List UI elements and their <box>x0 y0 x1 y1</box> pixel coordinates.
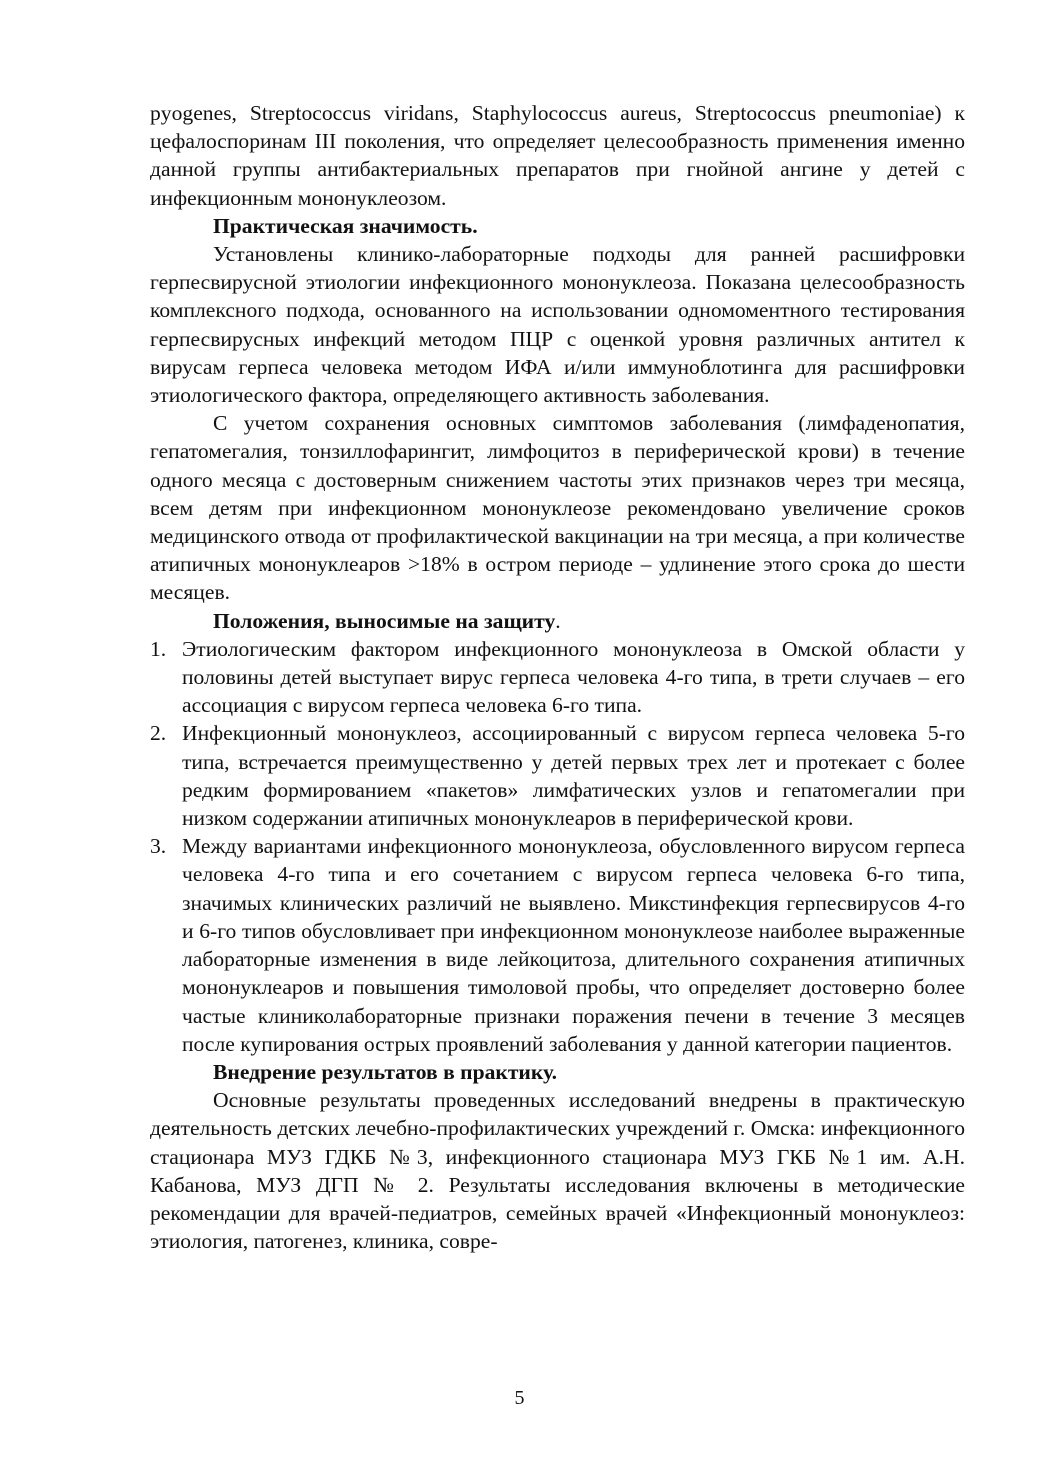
list-item <box>150 635 965 720</box>
list-item <box>150 832 965 1058</box>
page-number: 5 <box>514 1387 525 1409</box>
intro-paragraph: pyogenes, Streptococcus viridans, Staphylococcus aureus, Streptococcus pneumoniae) к цефалоспоринам III поколения, что определяет целесообразность применения именно данной группы антибактериальных препаратов при гнойной ангине у детей с инфекционным мононуклеозом. <box>150 101 965 210</box>
list-item-text: Этиологическим фактором инфекционного мононуклеоза в Омской области у половины детей выступает вирус герпеса человека 4-го типа, в трети случаев – его ассоциация с вирусом герпеса человека 6-го типа. <box>182 636 965 718</box>
implementation-paragraph: Основные результаты проведенных исследований внедрены в практическую деятельность детских лечебно-профилактических учреждений г. Омска: инфекционного стационара МУЗ ГДКБ №3, инфекционного стационара МУЗ ГКБ №1 им. А.Н. Кабанова, МУЗ ДГП № 2. Результаты исследования включены в методические рекомендации для врачей-педиатров, семейных врачей «Инфекционный мононуклеоз: этиология, патогенез, клиника, совре- <box>150 1088 965 1254</box>
list-item-number: 3. <box>150 834 167 859</box>
practical-paragraph-1: Установлены клинико-лабораторные подходы для ранней расшифровки герпесвирусной этиологии инфекционного мононуклеоза. Показана целесообразность комплексного подхода, основанного на использовании одномоментного тестирования герпесвирусных инфекций методом ПЦР с оценкой уровня различных антител к вирусам герпеса человека методом ИФА и/или иммуноблотинга для расшифровки этиологического фактора, определяющего активность заболевания. <box>150 242 965 408</box>
defense-heading-text: Положения, выносимые на защиту <box>213 608 556 633</box>
defense-provisions-heading <box>150 607 965 635</box>
defense-provisions-list <box>150 635 965 1058</box>
list-item-number: 2. <box>150 721 167 746</box>
document-page <box>150 99 965 1255</box>
practical-significance-heading: Практическая значимость. <box>213 213 478 238</box>
implementation-heading: Внедрение результатов в практику. <box>213 1059 558 1084</box>
list-item <box>150 719 965 832</box>
practical-paragraph-2: С учетом сохранения основных симптомов заболевания (лимфаденопатия, гепатомегалия, тонзиллофарингит, лимфоцитоз в периферической крови) в течение одного месяца с достоверным снижением частоты этих признаков через три месяца, всем детям при инфекционном мононуклеозе рекомендовано увеличение сроков медицинского отвода от профилактической вакцинации на три месяца, а при количестве атипичных мононуклеаров >18% в остром периоде – удлинение этого срока до шести месяцев. <box>150 411 965 605</box>
list-item-number: 1. <box>150 636 167 661</box>
list-item-text: Между вариантами инфекционного мононуклеоза, обусловленного вирусом герпеса человека 4-го типа и его сочетанием с вирусом герпеса человека 6-го типа, значимых клинических различий не выявлено. Микстинфекция герпесвирусов 4-го и 6-го типов обусловливает при инфекционном мононуклеозе наиболее выраженные лабораторные изменения в виде лейкоцитоза, длительного сохранения атипичных мононуклеаров и повышения тимоловой пробы, что определяет достоверно более частые клиниколабораторные признаки поражения печени в течение 3 месяцев после купирования острых проявлений заболевания у данной категории пациентов. <box>182 834 965 1056</box>
defense-heading-tail: . <box>555 608 561 633</box>
list-item-text: Инфекционный мононуклеоз, ассоциированный с вирусом герпеса человека 5-го типа, встречается преимущественно у детей первых трех лет и протекает с более редким формированием «пакетов» лимфатических узлов и гепатомегалии при низком содержании атипичных мононуклеаров в периферической крови. <box>182 721 965 831</box>
